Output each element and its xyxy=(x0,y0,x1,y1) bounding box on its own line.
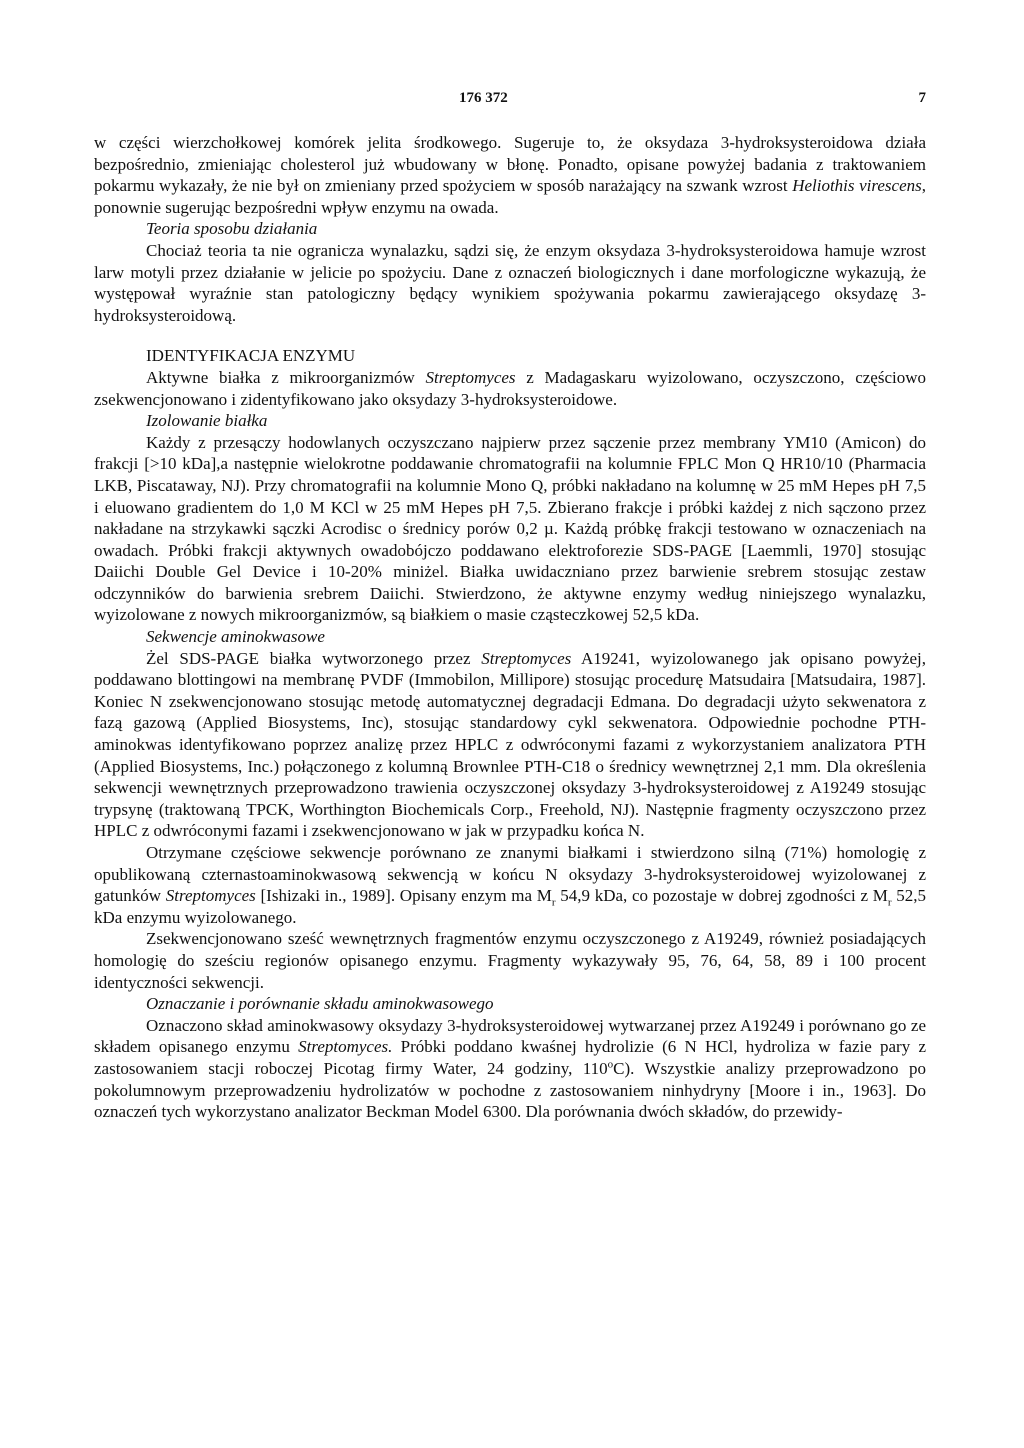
text-run: Oznaczono skład aminokwasowy oksydazy 3-hydroksysteroidowej wytwarzanej przez A19249 i porównano go ze składem opisanego enzymu xyxy=(94,1015,926,1057)
paragraph-continuation xyxy=(94,132,926,218)
paragraph-homology xyxy=(94,842,926,928)
text-run: Próbki poddano kwaśnej hydrolizie (6 N HCl, hydroliza w fazie pary z zastosowaniem stacji roboczej Picotag firmy Water, 24 godziny, 110 xyxy=(94,1037,926,1078)
patent-number: 176 372 xyxy=(459,90,508,106)
paragraph-theory: Chociaż teoria ta nie ogranicza wynalazku, sądzi się, że enzym oksydaza 3-hydroksysteroidowa hamuje wzrost larw motyli przez działanie w jelicie po spożyciu. Dane z oznaczeń biologicznych i dane morfologiczne wykazują, że występował wyraźnie stan patologiczny będący wynikiem spożywania pokarmu zawierającego oksydazę 3-hydroksysteroidową. xyxy=(94,240,926,325)
document-page xyxy=(94,90,926,1123)
superscript: o xyxy=(607,1058,614,1071)
text-run: Otrzymane częściowe sekwencje porównano ze znanymi białkami i stwierdzono silną (71%) homologię z opublikowaną czternastoaminokwasową sekwencją w końcu N oksydazy 3-hydroksysteroidowej wyizolowanej z gatunków xyxy=(94,843,926,906)
paragraph-isolation: Każdy z przesączy hodowlanych oczyszczano najpierw przez sączenie przez membrany YM10 (Amicon) do frakcji [>10 kDa],a następnie wielokrotne poddawanie chromatografii na kolumnie FPLC Mon Q HR10/10 (Pharmacia LKB, Piscataway, NJ). Przy chromatografii na kolumnie Mono Q, próbki nakładano na kolumnę w 25 mM Hepes pH 7,5 i eluowano gradientem do 1,0 M KCl w 25 mM Hepes pH 7,5. Zbierano frakcje i próbki każdej z nich sączono przez nakładane na strzykawki sączki Acrodisc o średnicy porów 0,2 µ. Każdą próbkę frakcji testowano w oznaczeniach na owadach. Próbki frakcji aktywnych owadobójczo poddawano elektroforezie SDS-PAGE [Laemmli, 1970] stosując Daiichi Double Gel Device i 10-20% miniżel. Białka uwidaczniano przez barwienie srebrem stosując zestaw odczynników do barwienia srebrem Daiichi. Stwierdzono, że aktywne enzymy według niniejszego wynalazku, wyizolowane z nowych mikroorganizmów, są białkiem o masie cząsteczkowej 52,5 kDa. xyxy=(94,432,926,625)
text-run: 54,9 kDa, co pozostaje w dobrej zgodności z M xyxy=(555,886,888,906)
paragraph-fragments: Zsekwencjonowano sześć wewnętrznych fragmentów enzymu oczyszczonego z A19249, również posiadających homologię do sześciu regionów opisanego enzymu. Fragmenty wykazywały 95, 76, 64, 58, 89 i 100 procent identyczności sekwencji. xyxy=(94,929,926,992)
subheading-isolation: Izolowanie białka xyxy=(146,411,268,431)
paragraph-sequencing xyxy=(94,648,926,842)
paragraph-identification xyxy=(94,367,926,410)
species-name: Streptomyces xyxy=(165,886,256,906)
text-run: Aktywne białka z mikroorganizmów xyxy=(146,367,426,387)
subheading-composition: Oznaczanie i porównanie składu aminokwasowego xyxy=(146,994,494,1014)
paragraph-composition xyxy=(94,1015,926,1123)
page-header xyxy=(94,90,926,116)
text-run: 52,5 kDa enzymu wyizolowanego. xyxy=(94,886,927,927)
page-number: 7 xyxy=(918,90,926,106)
text-run: A19241, wyizolowanego jak opisano powyżej, poddawano blottingowi na membranę PVDF (Immobilon, Millipore) stosując procedurę Matsudaira [Matsudaira, 1987]. Koniec N zsekwencjonowano stosując metodę automatycznej degradacji Edmana. Do degradacji użyto sekwenatora z fazą gazową (Applied Biosystems, Inc), stosując standardowy cykl sekwenatora. Odpowiednie pochodne PTH-aminokwas identyfikowano poprzez analizę przez HPLC z odwróconymi fazami z wykorzystaniem analizatora PTH (Applied Biosystems, Inc.) połączonego z kolumną Brownlee PTH-C18 o średnicy wewnętrznej 2,1 mm. Dla określenia sekwencji wewnętrznych przeprowadzono trawienia oczyszczonej oksydazy 3-hydroksysteroidowej z A19249 stosując trypsynę (traktowaną TPCK, Worthington Biochemicals Corp., Freehold, NJ). Następnie fragmenty oczyszczono przez HPLC z odwróconymi fazami i zsekwencjonowano w jak w przypadku końca N. xyxy=(94,648,927,841)
subscript: r xyxy=(551,896,556,909)
text-run: C). Wszystkie analizy przeprowadzono po pokolumnowym przeprowadzeniu hydrolizatów w pochodne z zastosowaniem ninhydryny [Moore i in., 1963]. Do oznaczeń tych wykorzystano analizator Beckman Model 6300. Dla porównania dwóch składów, do przewidy- xyxy=(94,1058,926,1122)
subheading-theory: Teoria sposobu działania xyxy=(146,219,318,239)
text-run: Żel SDS-PAGE białka wytworzonego przez xyxy=(146,648,482,668)
document-body xyxy=(94,132,926,1123)
species-name: Heliothis virescens xyxy=(792,176,922,196)
section-heading: IDENTYFIKACJA ENZYMU xyxy=(146,346,356,366)
species-name: Streptomyces xyxy=(425,367,516,387)
text-run: , ponownie sugerując bezpośredni wpływ enzymu na owada. xyxy=(94,176,926,217)
species-name: Streptomyces xyxy=(481,648,572,668)
subscript: r xyxy=(887,896,892,909)
text-run: w części wierzchołkowej komórek jelita środkowego. Sugeruje to, że oksydaza 3-hydroksysteroidowa działa bezpośrednio, zmieniając cholesterol już wbudowany w błonę. Ponadto, opisane powyżej badania z traktowaniem pokarmu wykazały, że nie był on zmieniany przed spożyciem w sposób narażający na szwank wzrost xyxy=(94,133,926,196)
text-run: z Madagaskaru wyizolowano, oczyszczono, częściowo zsekwencjonowano i zidentyfikowano jako oksydazy 3-hydroksysteroidowe. xyxy=(94,367,926,409)
text-run: [Ishizaki in., 1989]. Opisany enzym ma M xyxy=(255,886,552,906)
subheading-sequences: Sekwencje aminokwasowe xyxy=(146,627,325,647)
species-name: Streptomyces. xyxy=(298,1037,393,1057)
